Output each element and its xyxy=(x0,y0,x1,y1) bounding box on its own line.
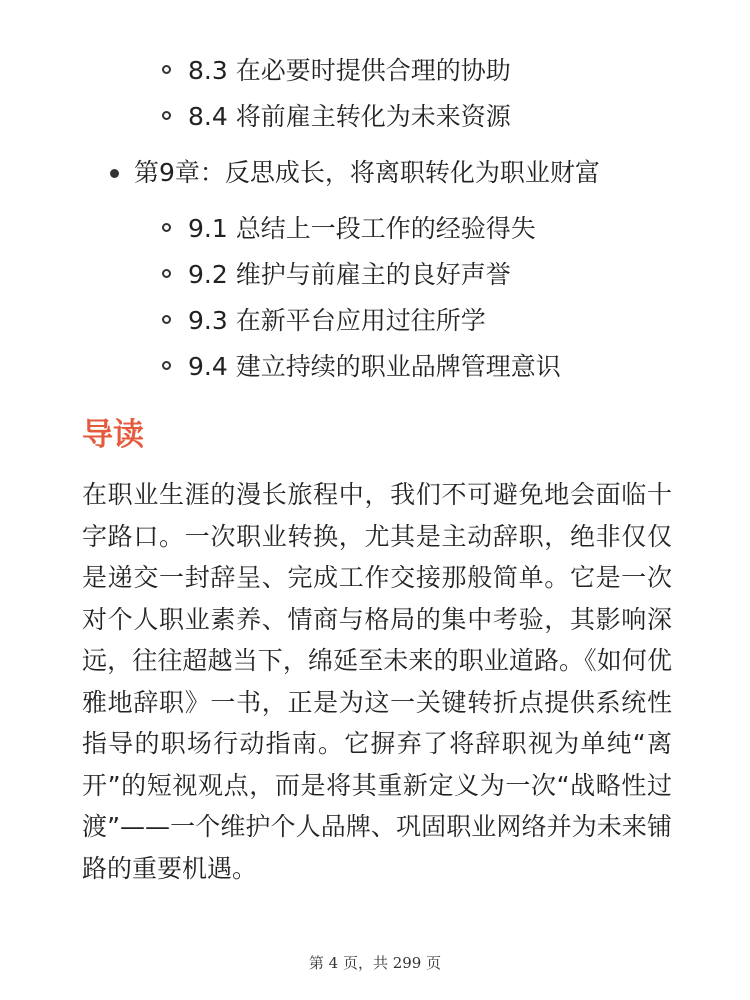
list-item-label: 9.2 维护与前雇主的良好声誉 xyxy=(188,260,511,289)
intro-paragraph: 在职业生涯的漫长旅程中，我们不可避免地会面临十字路口。一次职业转换，尤其是主动辞职，绝非仅仅是递交一封辞呈、完成工作交接那般简单。它是一次对个人职业素养、情商与格局的集中考验，其影响深远，往往超越当下，绵延至未来的职业道路。《如何优雅地辞职》一书，正是为这一关键转折点提供系统性指导的职场行动指南。它摒弃了将辞职视为单纯“离开”的短视观点，而是将其重新定义为一次“战略性过渡”——一个维护个人品牌、巩固职业网络并为未来铺路的重要机遇。 xyxy=(82,480,672,883)
disc-bullet-icon xyxy=(110,169,119,178)
circle-bullet-icon xyxy=(162,111,171,120)
list-item-label: 9.4 建立持续的职业品牌管理意识 xyxy=(188,352,561,381)
circle-bullet-icon xyxy=(162,361,171,370)
list-item-label: 8.4 将前雇主转化为未来资源 xyxy=(188,102,511,131)
list-item-label: 9.3 在新平台应用过往所学 xyxy=(188,306,486,335)
circle-bullet-icon xyxy=(162,65,171,74)
chapter9-label: 第9章：反思成长，将离职转化为职业财富 xyxy=(134,158,600,187)
intro-heading: 导读 xyxy=(82,417,144,453)
circle-bullet-icon xyxy=(162,315,171,324)
circle-bullet-icon xyxy=(162,223,171,232)
list-item-label: 8.3 在必要时提供合理的协助 xyxy=(188,56,511,85)
circle-bullet-icon xyxy=(162,269,171,278)
page-number: 第 4 页，共 299 页 xyxy=(308,954,442,972)
list-item-label: 9.1 总结上一段工作的经验得失 xyxy=(188,214,536,243)
